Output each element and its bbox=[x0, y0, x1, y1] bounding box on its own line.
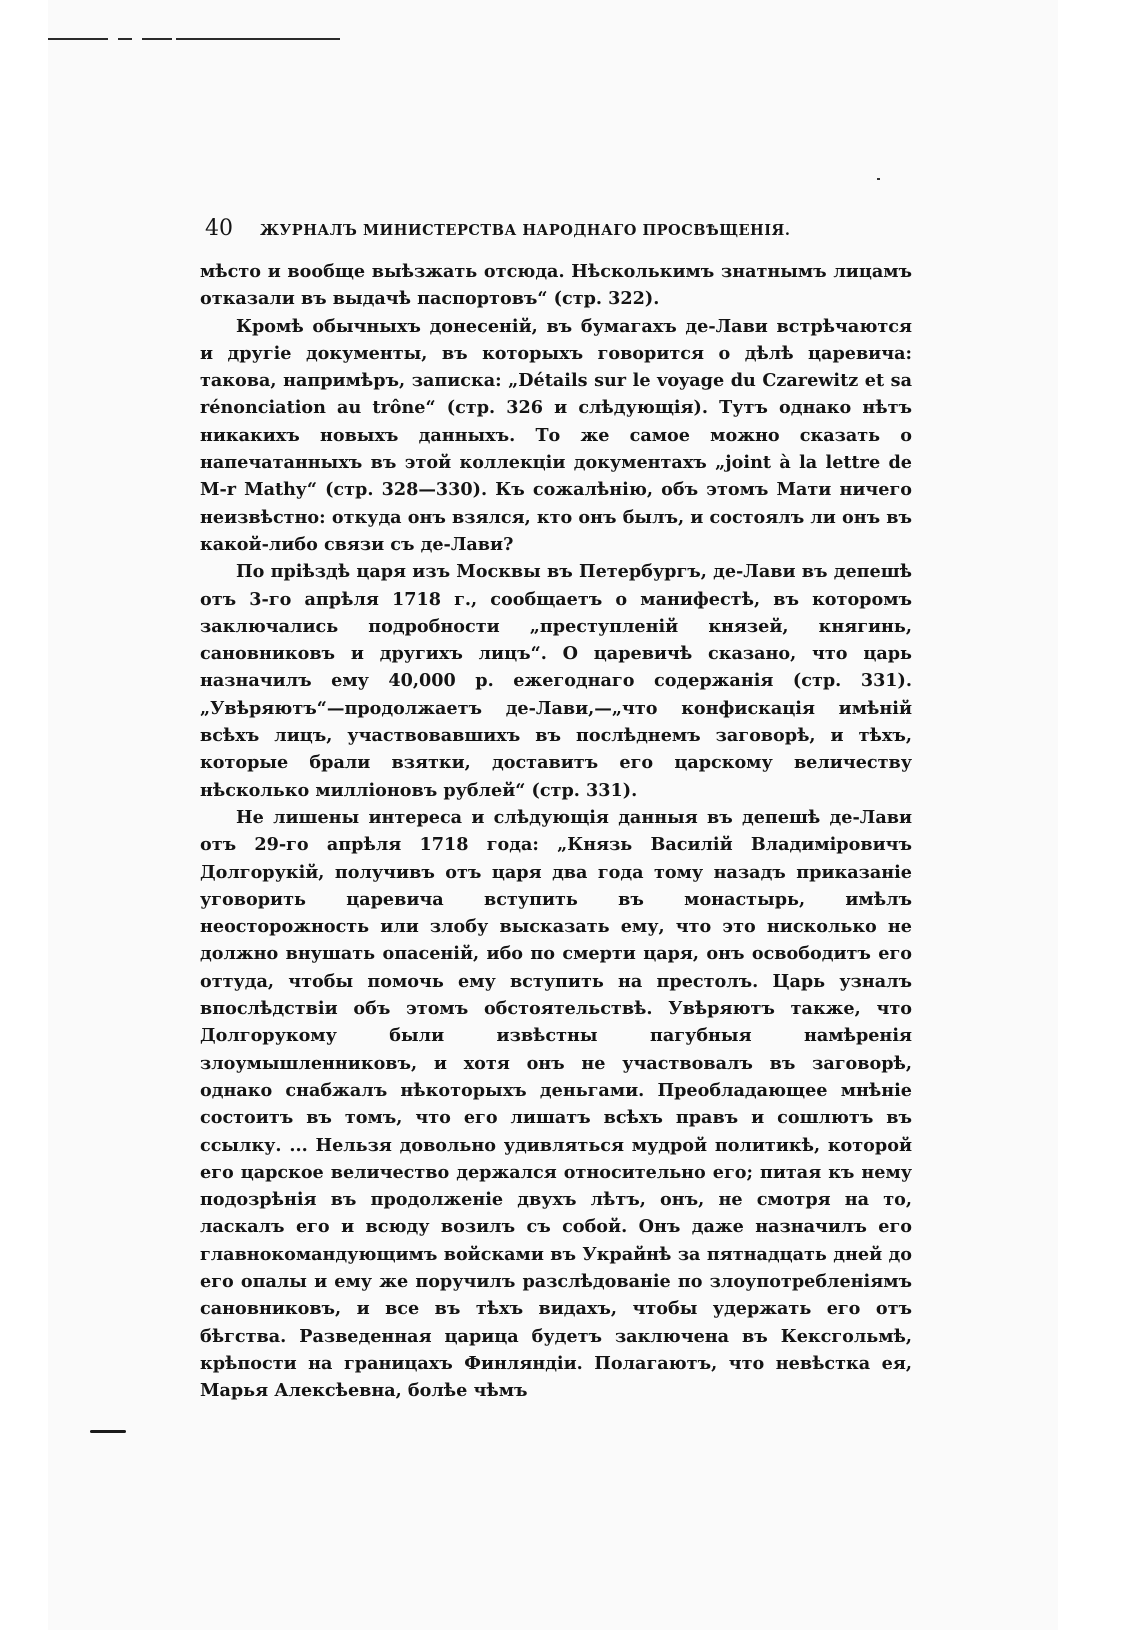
paragraph: По пріѣздѣ царя изъ Москвы въ Петербургъ, де-Лави въ депешѣ отъ 3-го апрѣля 1718 г., сообщаетъ о манифестѣ, въ которомъ заключались подробности „преступленій князей, княгинь, сановниковъ и другихъ лицъ“. О царевичѣ сказано, что царь назначилъ ему 40,000 р. ежегоднаго содержанія (стр. 331). „Увѣряютъ“—продолжаетъ де-Лави,—„что конфискація имѣній всѣхъ лицъ, участвовавшихъ въ послѣднемъ заговорѣ, и тѣхъ, которые брали взятки, доставитъ его царскому величеству нѣсколько милліоновъ рублей“ (стр. 331). bbox=[200, 561, 912, 801]
top-edge-rule bbox=[176, 38, 340, 40]
page-header bbox=[205, 214, 965, 244]
top-edge-rule bbox=[48, 38, 108, 40]
paragraph: Не лишены интереса и слѣдующія данныя въ депешѣ де-Лави отъ 29-го апрѣля 1718 года: „Князь Василій Владиміровичъ Долгорукій, получивъ отъ царя два года тому назадъ приказаніе уговорить царевича вступить въ монастырь, имѣлъ неосторожность или злобу высказать ему, что это нисколько не должно внушать опасеній, ибо по смерти царя, онъ освободитъ его оттуда, чтобы помочь ему вступить на престолъ. Царь узналъ впослѣдствіи объ этомъ обстоятельствѣ. Увѣряютъ также, что Долгорукому были извѣстны пагубныя намѣренія злоумышленниковъ, и хотя онъ не участвовалъ въ заговорѣ, однако снабжалъ нѣкоторыхъ деньгами. Преобладающее мнѣніе состоитъ въ томъ, что его лишатъ всѣхъ правъ и сошлютъ въ ссылку. ... Нельзя довольно удивляться мудрой политикѣ, которой его царское величество держался относительно его; питая къ нему подозрѣнія въ продолженіе двухъ лѣтъ, онъ, не смотря на то, ласкалъ его и всюду возилъ съ собой. Онъ даже назначилъ его главнокомандующимъ войсками въ Украйнѣ за пятнадцать дней до его опалы и ему же поручилъ разслѣдованіе по злоупотребленіямъ сановниковъ, и все въ тѣхъ видахъ, чтобы удержать его отъ бѣгства. Разведенная царица будетъ заключена въ Кексгольмѣ, крѣпости на границахъ Финляндіи. Полагаютъ, что невѣстка ея, Марья Алексѣевна, болѣе чѣмъ bbox=[200, 806, 912, 1402]
top-edge-rule bbox=[118, 38, 132, 40]
page-speck bbox=[877, 178, 880, 180]
margin-mark bbox=[90, 1430, 126, 1433]
body-text bbox=[200, 258, 912, 1404]
page-number: 40 bbox=[205, 216, 233, 241]
running-title: ЖУРНАЛЪ МИНИСТЕРСТВА НАРОДНАГО ПРОСВѢЩЕНІЯ. bbox=[260, 222, 791, 239]
paragraph: мѣсто и вообще выѣзжать отсюда. Нѣсколькимъ знатнымъ лицамъ отказали въ выдачѣ паспортовъ“ (стр. 322). bbox=[200, 261, 912, 310]
paragraph: Кромѣ обычныхъ донесеній, въ бумагахъ де-Лави встрѣчаются и другіе документы, въ которыхъ говорится о дѣлѣ царевича: такова, напримѣръ, записка: „Détails sur le voyage du Czarewitz et sa rénonciation au trône“ (стр. 326 и слѣдующія). Тутъ однако нѣтъ никакихъ новыхъ данныхъ. То же самое можно сказать о напечатанныхъ въ этой коллекціи документахъ „joint à la lettre de M-r Mathy“ (стр. 328—330). Къ сожалѣнію, объ этомъ Мати ничего неизвѣстно: откуда онъ взялся, кто онъ былъ, и состоялъ ли онъ въ какой-либо связи съ де-Лави? bbox=[200, 315, 912, 555]
top-edge-rule bbox=[142, 38, 172, 40]
